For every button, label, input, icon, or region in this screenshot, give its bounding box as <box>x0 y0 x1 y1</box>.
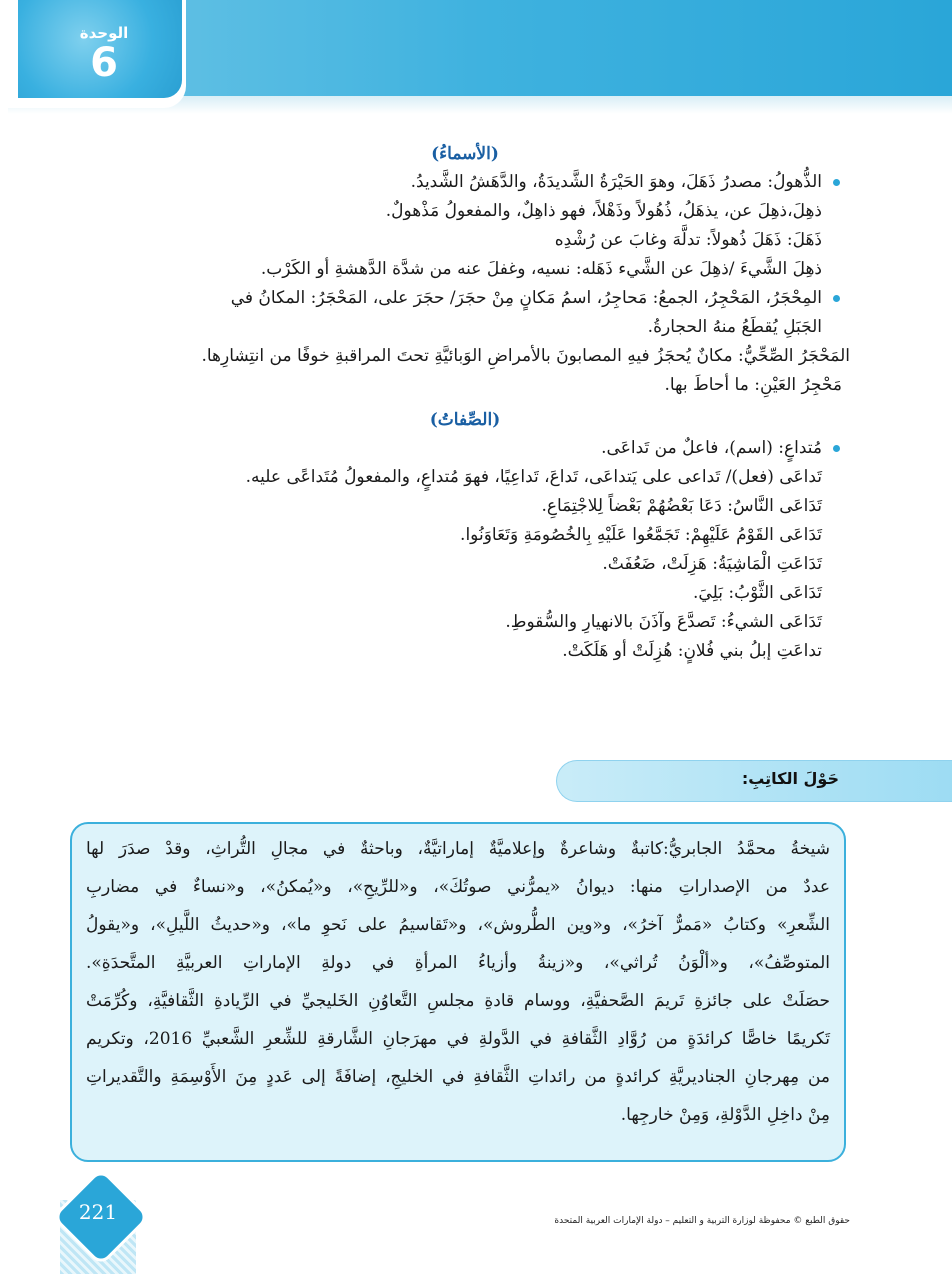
entry-line: ذهِلَ الشَّيءَ /ذهِلَ عن الشَّيء ذَهَله: نسيه، وغفلَ عنه من شدَّة الدَّهشةِ أو الكَرْب. <box>260 259 822 279</box>
bio-line: عددٌ من الإصداراتِ منها: ديوانُ «يمرُّني صوتُكَ»، و«للرِّيحِ»، و«يُمكنُ»، و«نساءٌ في مضاربِ <box>86 877 830 897</box>
writer-bio-box <box>70 822 846 1162</box>
page-number-badge <box>60 1180 136 1274</box>
bullet-icon <box>833 179 840 186</box>
unit-number: 6 <box>90 40 118 86</box>
vocabulary-section <box>80 140 850 666</box>
adjective-entry-mutadaa <box>80 434 850 666</box>
entry-line: المَحْجَرُ الصِّحِّيُّ: مكانٌ يُحجَزُ فيهِ المصابونَ بالأمراضِ الوَبائيَّةِ تحتَ المراقبةِ خوفًا من انتِشارِها. <box>201 346 850 366</box>
entry-line: تَدَاعَى النَّاسُ: دَعَا بَعْضُهُمْ بَعْضاً لِلاجْتِمَاعِ. <box>541 496 822 516</box>
entry-line: المِحْجَرُ، المَحْجِرُ، الجمعُ: مَحاجِرُ، اسمُ مَكانٍ مِنْ حجَرَ/ حجَرَ على، المَحْجَرُ: المكانُ في <box>230 288 822 308</box>
nouns-heading: (الأسماءُ) <box>431 144 499 164</box>
bio-line: من مِهرجانِ الجناديريَّةِ كرائدةٍ من رائداتِ الثَّقافةِ في الخليجِ، إضافَةً إلى عَددٍ مِنَ الأَوْسِمَةِ والتَّقديراتِ <box>86 1067 830 1087</box>
entry-line: تَداعَى (فعل)/ تَداعى على يَتداعَى، تَداعَ، تَداعِيًا، فهوَ مُتداعٍ، والمفعولُ مُتَداعًى عليه. <box>245 467 822 487</box>
entry-line: ذَهَلَ: ذَهَلَ ذُهولاً: تدلَّهَ وغابَ عن رُشْدِه <box>554 230 822 250</box>
unit-label: الوحدة <box>79 24 129 42</box>
entry-line: تداعَتِ إبلُ بني فُلانٍ: هُزِلَتْ أو هَلَكَتْ. <box>562 641 822 661</box>
bio-line: الشِّعرِ» وكتابُ «مَمرٌّ آخرُ»، و«وين الطُّروش»، و«تَقاسيمُ على نَحوِ ما»، و«حديثُ اللَّيلِ»، و«يقولُ <box>86 915 830 935</box>
entry-line: مَحْجِرُ العَيْنِ: ما أحاطَ بها. <box>664 375 842 395</box>
noun-entry-mahjar <box>80 284 850 342</box>
about-writer-title: حَوْلَ الكاتِبِ: <box>741 769 839 788</box>
entry-line: مُتداعٍ: (اسم)، فاعلٌ من تَداعَى. <box>601 438 822 458</box>
bullet-icon <box>833 295 840 302</box>
about-writer-bar <box>556 760 952 802</box>
entry-line: ذهِلَ،ذهِلَ عن، يذهَلُ، ذُهُولاً وذَهْلاً، فهو ذاهِلٌ، والمفعولُ مَذْهولٌ. <box>385 201 822 221</box>
bio-line: حصَلَتْ على جائزةِ تَريمَ الصَّحفيَّةِ، ووسام قادةِ مجلسِ التَّعاوُنِ الخَليجيِّ في الرِّيادةِ الثَّقافيَّةِ، وكُرِّمَتْ <box>86 991 830 1011</box>
page-number: 221 <box>78 1200 118 1224</box>
unit-badge <box>8 0 186 108</box>
adjectives-heading: (الصِّفاتُ) <box>429 410 501 430</box>
noun-entry-dhuhul <box>80 168 850 284</box>
bio-line: المتوصِّفُ»، و«ألْوَنُ تُراثي»، و«زينةُ وأزياءُ المرأةِ في دولةِ الإماراتِ العربيَّةِ المتَّحدَةِ». <box>86 953 830 973</box>
bio-line: تَكريمًا خاصًّا كرائدَةٍ من رُوَّادِ الثَّقافةِ في الدَّولةِ في مهرَجانِ الشَّارقةِ للشِّعرِ الشَّعبيِّ 2016، وتكريم <box>86 1029 830 1049</box>
entry-line: الذُّهولُ: مصدرُ ذَهَلَ، وهوَ الحَيْرَةُ الشَّديدَةُ، والدَّهَشُ الشَّديدُ. <box>410 172 822 192</box>
unit-badge-inner <box>18 0 182 98</box>
entry-line: تَدَاعَى الثَّوْبُ: بَلِيَ. <box>693 583 822 603</box>
copyright-notice: حقوق الطبع © محفوظة لوزارة التربية و التعليم – دولة الإمارات العربية المتحدة <box>554 1216 850 1226</box>
entry-line: تَدَاعَى الشيءُ: تَصدَّعَ وآذَنَ بالانهيارِ والسُّقوطِ. <box>505 612 822 632</box>
entry-line: تَدَاعَتِ الْمَاشِيَةُ: هَزِلَتْ، ضَعُفَتْ. <box>602 554 822 574</box>
bullet-icon <box>833 445 840 452</box>
entry-line: تَدَاعَى القَوْمُ عَلَيْهِمْ: تَجَمَّعُوا عَلَيْهِ بِالخُصُومَةِ وَتَعَاوَنُوا. <box>460 525 822 545</box>
entry-line: الجَبَلِ يُقطَعُ منهُ الحجارةُ. <box>647 317 822 337</box>
bio-line: شيخةُ محمَّدُ الجابريُّ:كاتبةٌ وشاعرةٌ وإعلاميَّةٌ إماراتيَّةٌ، وباحثةٌ في مجالِ التُّراثِ، وقدْ صدَرَ لها <box>86 839 830 859</box>
bio-line: مِنْ داخِلِ الدَّوْلةِ، وَمِنْ خارجِها. <box>620 1105 830 1125</box>
